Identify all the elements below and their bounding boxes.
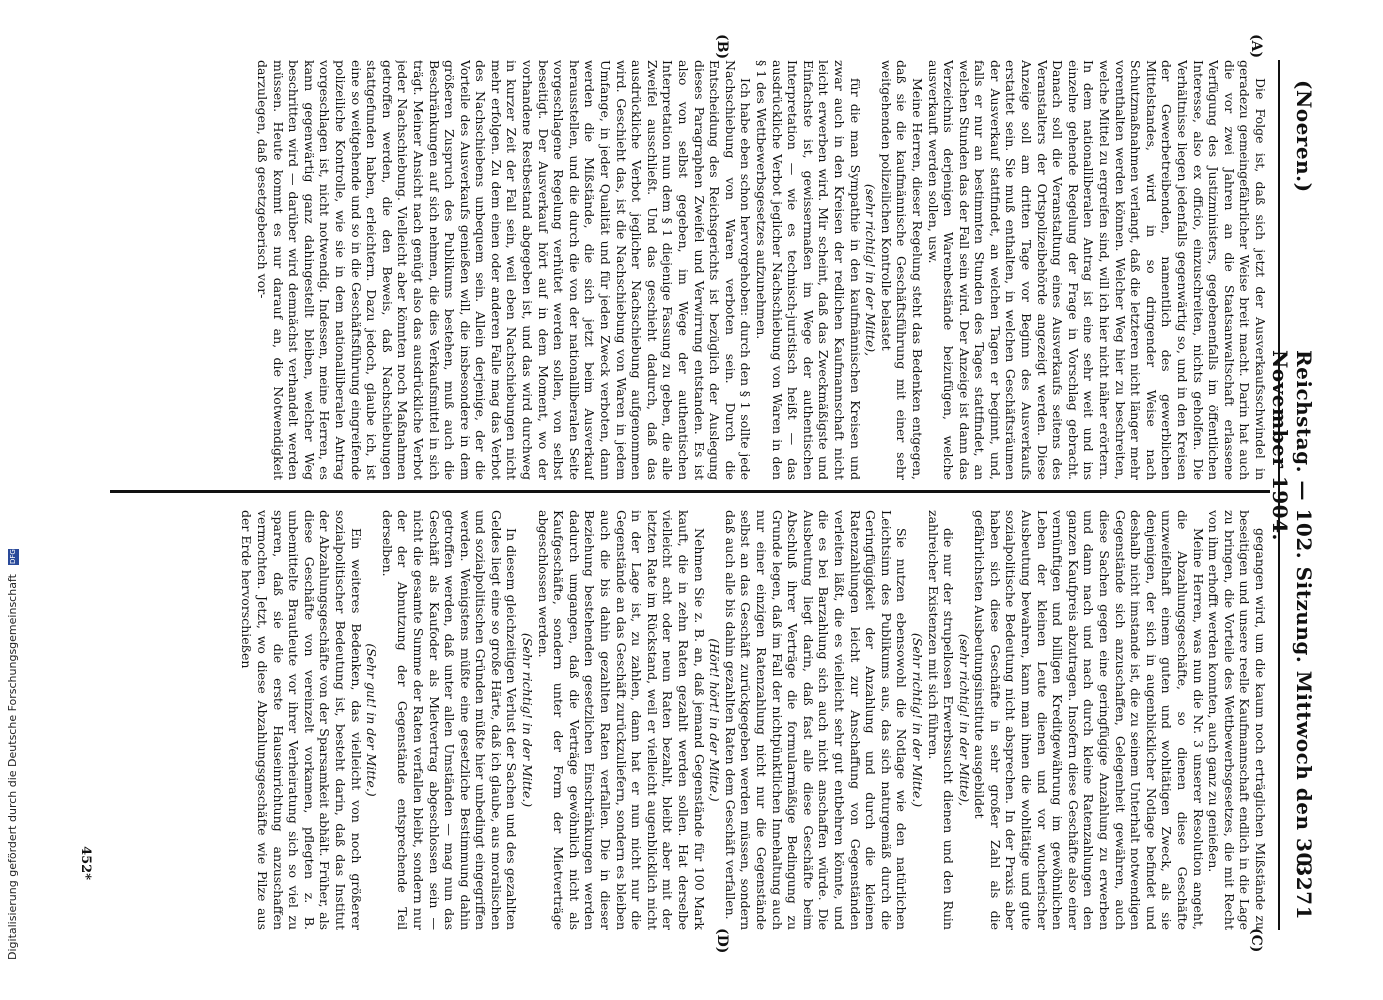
paragraph: In diesem gleichzeitigen Verlust der Sachen und des gezahlten Geldes liegt eine so große Härte, daß ich glaube, aus moralischen und sozialpolitischen Gründen müßte hier unbedingt eingegriffen werden. Wenigstens müßte eine gesetzliche Bestimmung dahin getroffen werden, daß unter allen Umständen — mag nun das Geschäft als Kaufoder als Mietvertrag abgeschlossen sein — nicht die gesamte Summe der Raten verfallen bleibt, sondern nur der der Abnutzung der Gegenstände entsprechende Teil derselben. <box>379 510 520 930</box>
interjection: (Hört! hört! in der Mitte.) <box>707 638 723 802</box>
margin-marker-d: (D) <box>714 928 730 954</box>
page-number: 3271 <box>1292 862 1316 920</box>
paragraph: Ich habe eben schon hervorgehoben: durch den § 1 sollte jede Nachschiebung von Waren verboten sein. Durch die Entscheidung des Reichsgerichts ist bezüglich der Auslegung dieses Paragraphen Zweifel und Verwirrung entstanden. Es ist also von selbst gegeben, im Wege der authentischen Interpretation nun dem § 1 diejenige Fassung zu geben, die alle Zweifel ausschließt. Und das geschieht dadurch, daß das ausdrückliche Verbot jeglicher Nachschiebung aufgenommen wird. Geschieht das, ist die Nachschiebung von Waren in jedem Umfange, in jeder Qualität und für jeden Zweck verboten, dann werden die Mißstände, die sich jetzt beim Ausverkauf herausstellen, und die durch die von der nationalliberalen Seite vorgeschlagene Regelung verhütet werden sollen, von selbst beseitigt. Der Ausverkauf hört auf in dem Moment, wo der vorhandene Restbestand abgegeben ist, und das wird durchweg in kurzer Zeit der Fall sein, weil eben Nachschiebungen nicht mehr erfolgen. Zu dem einen oder anderen Falle mag das Verbot des Nachschiebens unbequem sein. Allein derjenige, der die Vorteile des Ausverkaufs genießen will, die insbesondere in dem größeren Zuspruch des Publikums bestehen, muß auch die Beschränkungen auf sich nehmen, die dies Verkaufsmittel in sich trägt. Meiner Ansicht nach genügt also das ausdrückliche Verbot jeder Nachschiebung. Vielleicht aber könnten noch Maßnahmen getroffen werden, die den Beweis, daß Nachschiebungen stattgefunden haben, erleichtern. Dazu jedoch, glaube ich, ist eine so weitgehende und so in die Geschäftsführung eingreifende polizeiliche Kontrolle, wie sie in dem nationalliberalen Antrag vorgeschlagen ist, nicht notwendig. Indessen, meine Herren, es kann gegenwärtig ganz dahingestellt bleiben, welcher Weg beschritten wird — darüber wird demnächst verhandelt werden müssen. Heute kommt es nur darauf an, die Notwendigkeit darzulegen, daß gesetzgeberisch vor- <box>255 60 754 480</box>
credit-text: Digitalisierung gefördert durch die Deutsche Forschungsgemeinschaft <box>6 574 19 960</box>
paragraph: für die man Sympathie in den kaufmännischen Kreisen und zwar auch in den Kreisen der redlichen Kaufmannschaft nicht leicht erwerben wird. Mir scheint, daß das Zweckmäßigste und Einfachste ist, gewissermaßen im Wege der authentischen Interpretation — wie es technisch-juristisch heißt — das ausdrückliche Verbot jeglicher Nachschiebung von Waren in den § 1 des Wettbewerbsgesetzes aufzunehmen. <box>754 60 863 480</box>
session-title: Reichstag. — 102. Sitzung. Mittwoch den 30. November 1904. <box>1268 350 1316 875</box>
dfg-logo-icon: DFG <box>8 549 17 564</box>
speaker-name: (Noeren.) <box>1292 80 1316 193</box>
paragraph: Meine Herren, dieser Regelung steht das Bedenken entgegen, daß sie die kaufmännische Geschäftsführung mit einer sehr weitgehenden polizeilichen Kontrolle belastet <box>878 60 925 480</box>
interjection: (Sehr richtig! in der Mitte.) <box>909 632 925 808</box>
paragraph: gegangen wird, um die kaum noch erträglichen Mißstände zu beseitigen und unsere reelle Kaufmannschaft endlich in die Lage zu bringen, die Vorteile des Wettbewerbsgesetzes, die mit Recht von ihm erhofft werden konnten, auch ganz zu genießen. <box>1206 510 1268 930</box>
column-divider <box>110 490 1270 493</box>
digitization-credit <box>6 549 19 960</box>
margin-marker-c: (C) <box>1248 928 1264 953</box>
paragraph: Nehmen Sie z. B. an, daß jemand Gegenstände für 100 Mark kauft, die in zehn Raten gezahlt werden sollen. Hat derselbe vielleicht acht oder neun Raten bezahlt, bleibt aber mit der letzten Rate im Rückstand, weil er vielleicht augenblicklich nicht in der Lage ist, zu zahlen, dann hat er nun nicht nur die Gegenstände an das Geschäft zurückzuliefern, sondern es bleiben auch die bis dahin gezahlten Raten verfallen. Die in dieser Beziehung bestehenden gesetzlichen Einschränkungen werden dadurch umgangen, daß die Verträge gewöhnlich nicht als Kaufgeschäfte, sondern unter der Form der Mietverträge abgeschlossen werden. <box>535 510 707 930</box>
page-header <box>1268 20 1316 960</box>
document-page <box>70 20 1330 960</box>
interjection: (Sehr richtig! in der Mitte.) <box>520 632 536 808</box>
margin-marker-a: (A) <box>1248 34 1264 59</box>
paragraph: Meine Herren, was nun die Nr. 3 unserer Resolution angeht, die Abzahlungsgeschäfte, so dienen diese Geschäfte unzweifelhaft einem guten und wohltätigen Zweck, als sie denjenigen, der sich in augenblicklicher Notlage befindet und deshalb nicht imstande ist, die zu seinem Unterhalt notwendigen Gegenstände sich anzuschaffen, Gelegenheit gewähren, auch diese Sachen gegen eine geringfügige Anzahlung zu erwerben und dann nach und nach durch kleine Ratenzahlungen den ganzen Kaufpreis abzutragen. Insofern diese Geschäfte also einer vernünftigen und billigen Kreditgewährung im gewöhnlichen Leben der kleinen Leute dienen und vor wucherischer Ausbeutung bewahren, kann man ihnen die wohltätige und gute sozialpolitische Bedeutung nicht absprechen. In der Praxis aber haben sich diese Geschäfte in sehr großer Zahl als die gefährlichsten Ausbeutungsinstitute ausgebildet <box>972 510 1206 930</box>
paragraph: Sie nutzen ebensowohl die Notlage wie den natürlichen Leichtsinn des Publikums aus, das sich naturgemäß durch die Geringfügigkeit der Anzahlung und durch die kleinen Ratenzahlungen leicht zur Anschaffung von Gegenständen verleiten läßt, die es vielleicht sehr gut entbehren könnte, und die es bei Barzahlung sich auch nicht anschaffen würde. Die Ausbeutung liegt darin, daß fast alle diese Geschäfte beim Abschluß ihrer Verträge die formularmäßige Bedingung zu Grunde legen, daß im Fall der nichtpünktlichen Innehaltung auch nur einer einzigen Ratenzahlung nicht nur die Gegenstände selbst an das Geschäft zurückgegeben werden müssen, sondern daß auch alle bis dahin gezahlten Raten dem Geschäft verfallen. <box>722 510 910 930</box>
paragraph: Die Folge ist, daß sich jetzt der Ausverkaufsschwindel in geradezu gemeingefährlicher Weise breit macht. Darin hat auch die vor zwei Jahren an die Staatsanwaltschaft erlassene Verfügung des Justizministers, gegebenenfalls im öffentlichen Interesse, also ex officio, einzuschreiten, nichts geholfen. Die Verhältnisse liegen jedenfalls gegenwärtig so, und in den Kreisen der Gewerbetreibenden, namentlich des gewerblichen Mittelstandes, wird in so dringender Weise nach Schutzmaßnahmen verlangt, daß die letzteren nicht länger mehr vorenthalten werden können. Welcher Weg hier zu beschreiten, welche Mittel zu ergreifen sind, will ich hier nicht näher erörtern. In dem nationalliberalen Antrag ist eine sehr weit und ins einzelne gehende Regelung der Frage in Vorschlag gebracht. Danach soll die Veranstaltung eines Ausverkaufs seitens des Veranstalters der Ortspolizeibehörde angezeigt werden. Diese Anzeige soll am dritten Tage vor Beginn des Ausverkaufs erstattet sein. Sie muß enthalten, in welchen Geschäftsräumen der Ausverkauf stattfindet, an welchen Tagen er beginnt, und, falls er nur an bestimmten Stunden des Tages stattfindet, an welchen Stunden das der Fall sein wird. Der Anzeige ist dann das Verzeichnis derjenigen Warenbestände beizufügen, welche ausverkauft werden sollen, usw. <box>925 60 1268 480</box>
interjection: (sehr richtig! in der Mitte), <box>956 633 972 807</box>
right-column <box>110 510 1268 930</box>
paragraph: Ein weiteres Bedenken, das vielleicht von noch größerer sozialpolitischer Bedeutung ist, besteht darin, daß das Institut der Abzahlungsgeschäfte von der Sparsamkeit abhält. Früher, als diese Geschäfte von vereinzelt vorkamen, pflegten z. B. unbemittelte Brautleute vor ihrer Verheiratung sich so viel zu sparen, daß sie die erste Hauseinrichtung anzuschaffen vermochten. Jetzt, wo diese Abzahlungsgeschäfte wie Pilze aus der Erde hervorschießen <box>239 510 364 930</box>
interjection: (sehr richtig! in der Mitte), <box>863 183 879 357</box>
paragraph: die nur der strupellosen Erwerbssucht dienen und den Ruin zahlreicher Existenzen mit sich führen. <box>925 510 957 930</box>
signature-mark: 452* <box>78 846 93 880</box>
left-column <box>110 60 1268 480</box>
margin-marker-b: (B) <box>714 34 730 60</box>
interjection: (Sehr gut! in der Mitte.) <box>364 643 380 797</box>
header-rule <box>1278 60 1280 930</box>
